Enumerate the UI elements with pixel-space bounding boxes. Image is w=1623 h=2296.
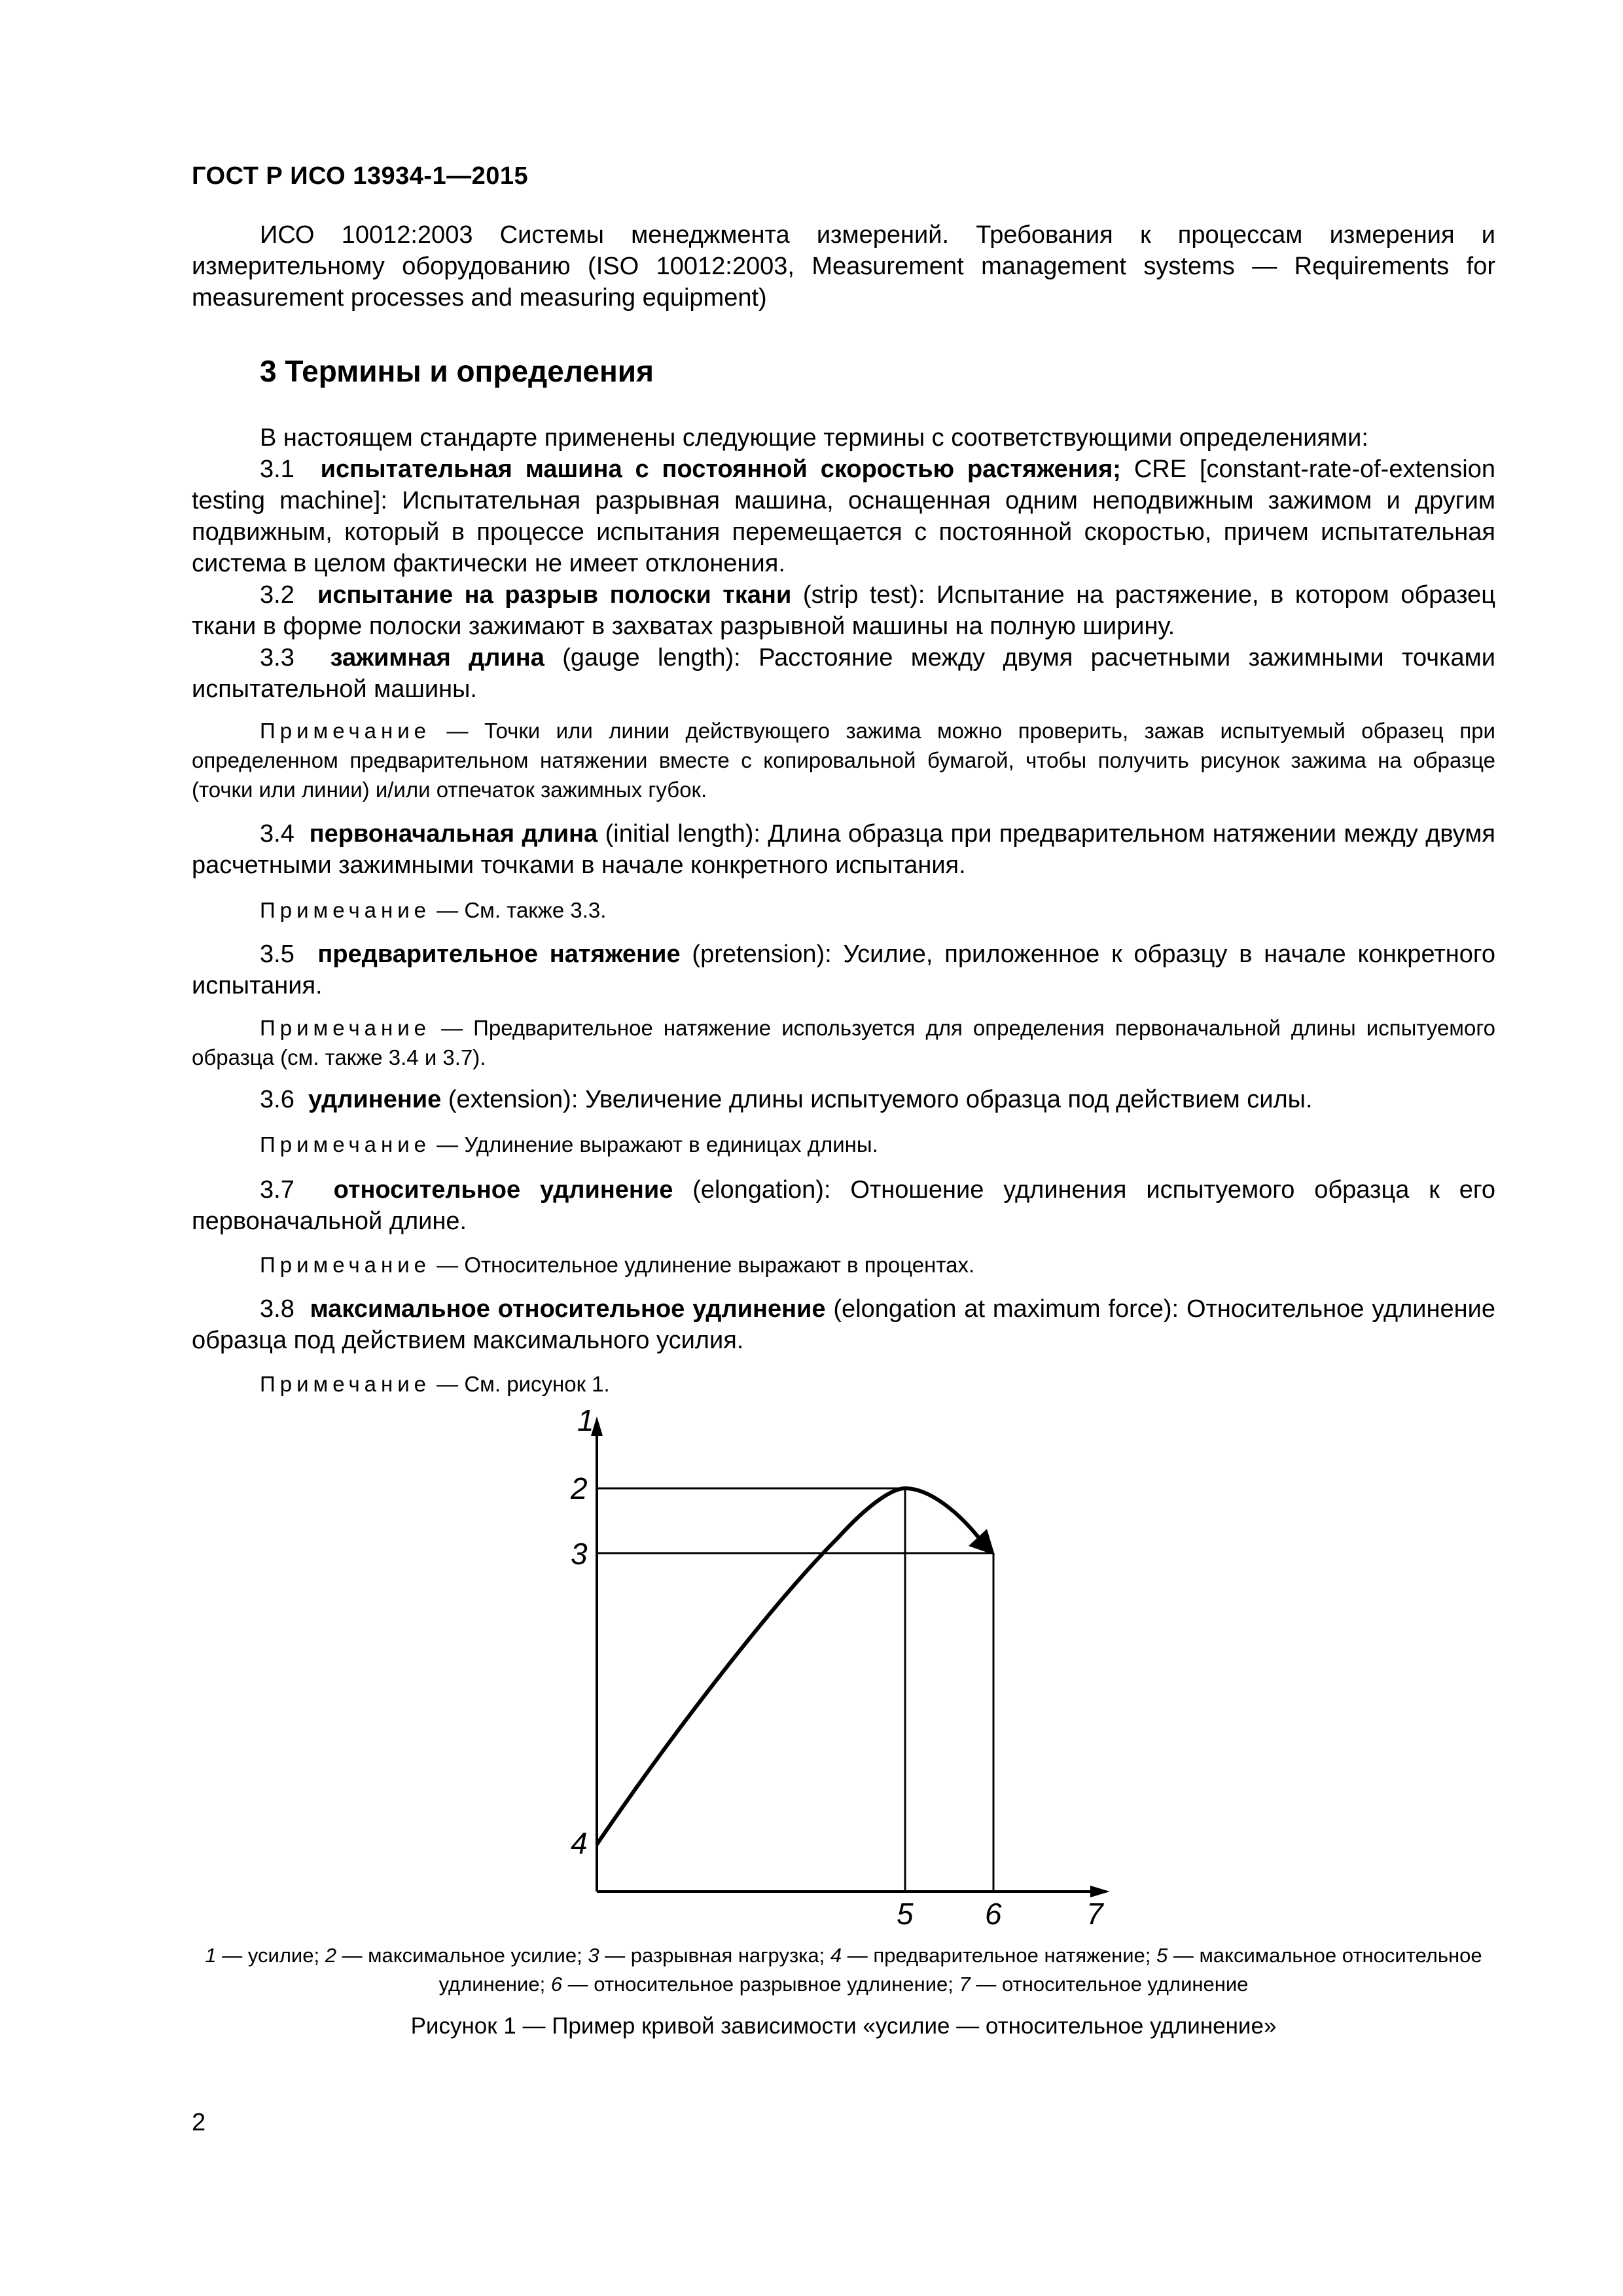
term-3-6 bbox=[192, 1084, 1495, 1115]
legend-text: — разрывная нагрузка; bbox=[599, 1944, 830, 1967]
force-elongation-diagram bbox=[563, 1407, 1126, 1931]
term-3-7-block bbox=[192, 1174, 1495, 1237]
term-name: первоначальная длина bbox=[309, 820, 598, 848]
term-3-1 bbox=[192, 454, 1495, 579]
term-definition: (elongation): Отношение удлинения испытуемого образца к его первоначальной длине. bbox=[192, 1176, 1495, 1235]
page-number: 2 bbox=[192, 2109, 206, 2136]
term-definition: (initial length): Длина образца при предварительном натяжении между двумя расчетными зажимными точками в начале конкретного испытания. bbox=[192, 820, 1495, 879]
note-3-4 bbox=[192, 895, 1495, 925]
legend-text: — предварительное натяжение; bbox=[842, 1944, 1157, 1967]
term-number: 3.6 bbox=[260, 1086, 294, 1113]
term-3-5 bbox=[192, 939, 1495, 1001]
force-curve bbox=[597, 1488, 982, 1844]
legend-text: — относительное разрывное удлинение; bbox=[562, 1973, 959, 1996]
note-text: — Удлинение выражают в единицах длины. bbox=[431, 1132, 878, 1157]
term-number: 3.2 bbox=[260, 581, 294, 609]
term-3-3 bbox=[192, 642, 1495, 705]
term-name: максимальное относительное удлинение bbox=[310, 1295, 826, 1323]
term-number: 3.4 bbox=[260, 820, 294, 848]
note-text: — Предварительное натяжение используется для определения первоначальной длины испытуемого образца (см. также 3.4 и 3.7). bbox=[192, 1016, 1495, 1069]
term-name: удлинение bbox=[308, 1086, 442, 1113]
term-3-5-block bbox=[192, 939, 1495, 1001]
term-number: 3.1 bbox=[260, 456, 294, 483]
note-label: Примечание bbox=[260, 898, 431, 922]
term-name: испытание на разрыв полоски ткани bbox=[317, 581, 792, 609]
label-2: 2 bbox=[571, 1471, 588, 1505]
term-3-4 bbox=[192, 818, 1495, 881]
term-number: 3.3 bbox=[260, 644, 294, 672]
label-3: 3 bbox=[571, 1537, 588, 1571]
note-label: Примечание bbox=[260, 1253, 431, 1277]
legend-num: 5 bbox=[1156, 1944, 1168, 1967]
document-header: ГОСТ Р ИСО 13934-1—2015 bbox=[192, 162, 529, 190]
term-definition: (pretension): Усилие, приложенное к образцу в начале конкретного испытания. bbox=[192, 941, 1495, 999]
note-label: Примечание bbox=[260, 1132, 431, 1157]
legend-num: 6 bbox=[550, 1973, 563, 1996]
figure-legend bbox=[192, 1941, 1495, 1999]
legend-text: — относительное удлинение bbox=[970, 1973, 1249, 1996]
term-name: относительное удлинение bbox=[333, 1176, 673, 1204]
label-6: 6 bbox=[985, 1897, 1002, 1931]
label-5: 5 bbox=[897, 1897, 914, 1931]
term-3-8-block bbox=[192, 1293, 1495, 1356]
label-7: 7 bbox=[1086, 1897, 1103, 1931]
term-3-4-block bbox=[192, 818, 1495, 881]
term-number: 3.5 bbox=[260, 941, 294, 968]
figure-1 bbox=[563, 1407, 1126, 1934]
terms-block-1 bbox=[192, 422, 1495, 705]
section-intro: В настоящем стандарте применены следующие термины с соответствующими определениями: bbox=[260, 424, 1368, 452]
term-definition: (strip test): Испытание на растяжение, в котором образец ткани в форме полоски зажимают в захватах разрывной машины на полную ширину. bbox=[192, 581, 1495, 640]
term-name: зажимная длина bbox=[330, 644, 544, 672]
legend-num: 3 bbox=[588, 1944, 599, 1967]
term-definition: (gauge length): Расстояние между двумя расчетными зажимными точками испытательной машины. bbox=[192, 644, 1495, 703]
legend-text: — усилие; bbox=[216, 1944, 325, 1967]
legend-text: — максимальное усилие; bbox=[336, 1944, 588, 1967]
term-3-7 bbox=[192, 1174, 1495, 1237]
note-3-5 bbox=[192, 1013, 1495, 1072]
term-definition: (elongation at maximum force): Относительное удлинение образца под действием максимального усилия. bbox=[192, 1295, 1495, 1354]
note-text: — См. также 3.3. bbox=[431, 898, 607, 922]
label-1: 1 bbox=[577, 1407, 594, 1437]
figure-caption: Рисунок 1 — Пример кривой зависимости «усилие — относительное удлинение» bbox=[410, 2013, 1277, 2039]
note-label: Примечание bbox=[260, 719, 431, 743]
term-3-6-block bbox=[192, 1084, 1495, 1115]
x-axis-arrow-icon bbox=[1090, 1886, 1110, 1897]
note-label: Примечание bbox=[260, 1016, 431, 1040]
note-label: Примечание bbox=[260, 1372, 431, 1396]
note-3-8 bbox=[192, 1369, 1495, 1399]
term-number: 3.8 bbox=[260, 1295, 294, 1323]
term-name: испытательная машина с постоянной скоростью растяжения; bbox=[320, 456, 1121, 483]
legend-num: 7 bbox=[959, 1973, 971, 1996]
term-3-2 bbox=[192, 579, 1495, 642]
legend-num: 4 bbox=[830, 1944, 842, 1967]
term-number: 3.7 bbox=[260, 1176, 294, 1204]
normative-reference bbox=[192, 219, 1495, 314]
legend-num: 2 bbox=[325, 1944, 336, 1967]
legend-num: 1 bbox=[205, 1944, 217, 1967]
term-definition: CRE [constant-rate-of-extension testing machine]: Испытательная разрывная машина, оснащенная одним неподвижным зажимом и другим подвижным, который в процессе испытания перемещается с постоянной скоростью, причем испытательная система в целом фактически не имеет отклонения. bbox=[192, 456, 1495, 577]
legend-text: — максимальное относительное удлинение; bbox=[438, 1944, 1482, 1996]
term-definition: (extension): Увеличение длины испытуемого образца под действием силы. bbox=[441, 1086, 1313, 1113]
note-text: — Точки или линии действующего зажима можно проверить, зажав испытуемый образец при определенном предварительном натяжении вместе с копировальной бумагой, чтобы получить рисунок зажима на образце (точки или линии) и/или отпечаток зажимных губок. bbox=[192, 719, 1495, 802]
term-name: предварительное натяжение bbox=[317, 941, 681, 968]
note-3-3 bbox=[192, 716, 1495, 804]
note-3-6 bbox=[192, 1130, 1495, 1159]
reference-text: ИСО 10012:2003 Системы менеджмента измерений. Требования к процессам измерения и измерительному оборудованию (ISO 10012:2003, Measurement management systems — Requirements for measurement processes and measuring equipment) bbox=[192, 221, 1495, 312]
note-text: — Относительное удлинение выражают в процентах. bbox=[431, 1253, 975, 1277]
section-heading: 3 Термины и определения bbox=[260, 354, 654, 388]
note-text: — См. рисунок 1. bbox=[431, 1372, 610, 1396]
term-3-8 bbox=[192, 1293, 1495, 1356]
label-4: 4 bbox=[571, 1826, 588, 1860]
note-3-7 bbox=[192, 1250, 1495, 1280]
